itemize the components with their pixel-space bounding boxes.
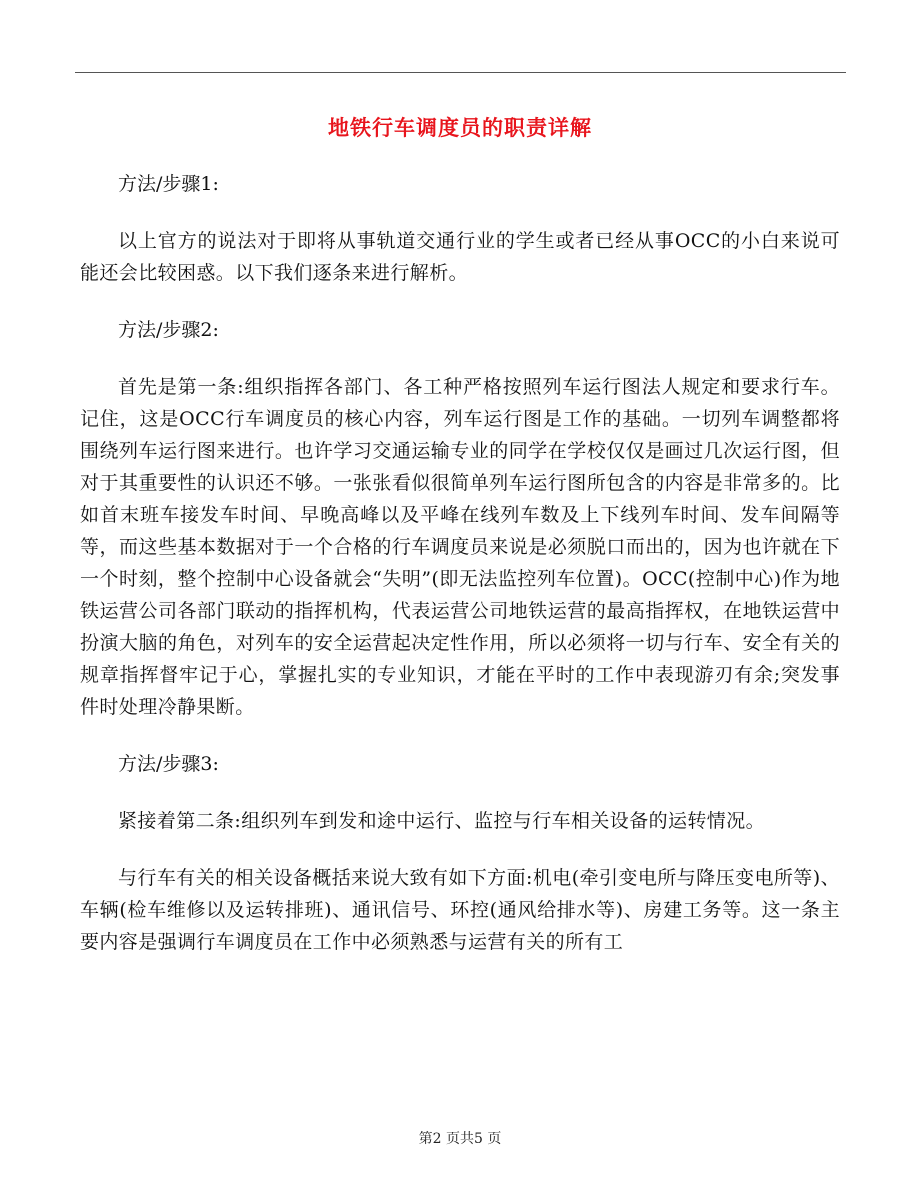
- document-body: [80, 168, 840, 983]
- document-title: 地铁行车调度员的职责详解: [328, 115, 592, 140]
- page-number: 第2 页共5 页: [418, 1131, 502, 1147]
- paragraph-1: 以上官方的说法对于即将从事轨道交通行业的学生或者已经从事OCC的小白来说可能还会比较困惑。以下我们逐条来进行解析。: [80, 230, 840, 284]
- paragraph-3: 紧接着第二条:组织列车到发和途中运行、监控与行车相关设备的运转情况。: [118, 810, 766, 832]
- step-heading-3: 方法/步骤3:: [118, 753, 219, 775]
- header-rule: [75, 72, 846, 73]
- step-heading-1: 方法/步骤1:: [118, 173, 219, 195]
- paragraph-2: 首先是第一条:组织指挥各部门、各工种严格按照列车运行图法人规定和要求行车。记住，这是OCC行车调度员的核心内容，列车运行图是工作的基础。一切列车调整都将围绕列车运行图来进行。也许学习交通运输专业的同学在学校仅仅是画过几次运行图，但对于其重要性的认识还不够。一张张看似很简单列车运行图所包含的内容是非常多的。比如首末班车接发车时间、早晚高峰以及平峰在线列车数及上下线列车时间、发车间隔等等，而这些基本数据对于一个合格的行车调度员来说是必须脱口而出的，因为也许就在下一个时刻，整个控制中心设备就会“失明”(即无法监控列车位置)。OCC(控制中心)作为地铁运营公司各部门联动的指挥机构，代表运营公司地铁运营的最高指挥权，在地铁运营中扮演大脑的角色，对列车的安全运营起决定性作用，所以必须将一切与行车、安全有关的规章指挥督牢记于心，掌握扎实的专业知识，才能在平时的工作中表现游刃有余;突发事件时处理冷静果断。: [80, 376, 840, 718]
- paragraph-4: 与行车有关的相关设备概括来说大致有如下方面:机电(牵引变电所与降压变电所等)、车辆(检车维修以及运转排班)、通讯信号、环控(通风给排水等)、房建工务等。这一条主要内容是强调行车调度员在工作中必须熟悉与运营有关的所有工: [80, 867, 840, 953]
- step-heading-2: 方法/步骤2:: [118, 319, 219, 341]
